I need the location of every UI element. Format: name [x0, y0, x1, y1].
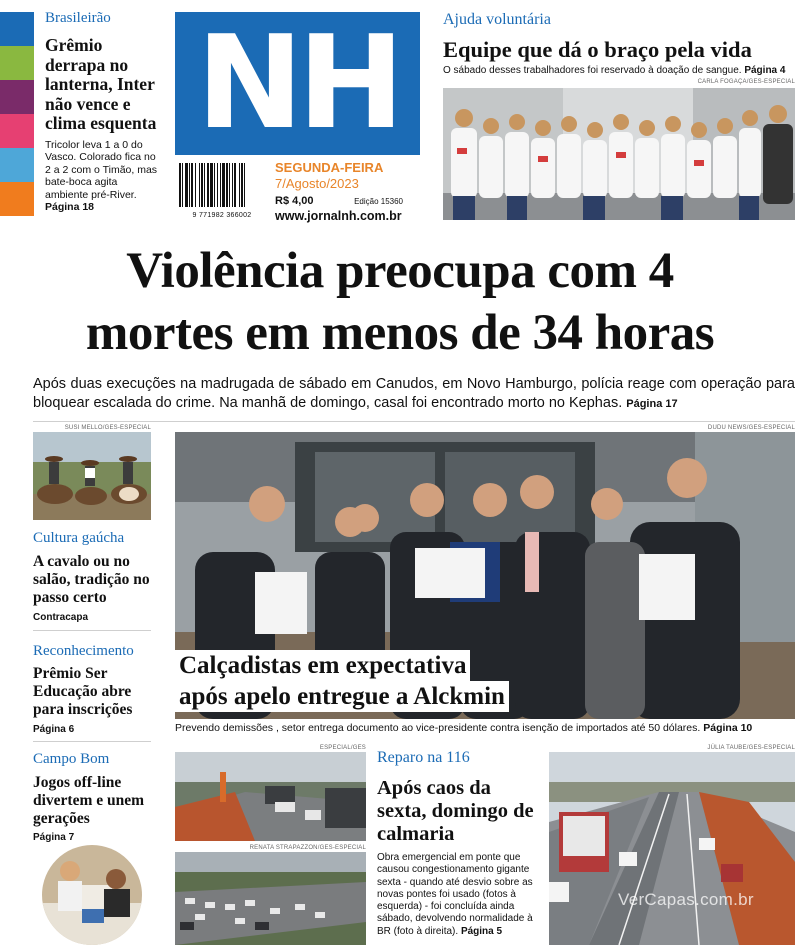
issue-day: SEGUNDA-FEIRA [275, 160, 384, 175]
barcode-bar [195, 163, 196, 207]
barcode-bar [244, 163, 245, 207]
barcode-bar [222, 163, 225, 207]
color-tab [0, 46, 34, 80]
logo-text: NH [196, 8, 399, 158]
sidebar-divider [33, 630, 151, 631]
main-deck [33, 375, 795, 414]
horse-riders-photo [33, 432, 151, 520]
barcode-number: 9 771982 366002 [192, 212, 252, 219]
issue-price: R$ 4,00 [275, 195, 314, 207]
sidebar-item-headline: A cavalo ou no salão, tradição no passo certo [33, 553, 150, 606]
issue-date: 7/Agosto/2023 [275, 176, 359, 191]
photo-credit: SUSI MELLO/GES-ESPECIAL [64, 425, 151, 431]
barcode-bar [214, 163, 215, 207]
barcode-bar [234, 163, 236, 207]
photo-credit: RENATA STRAPAZZON/GES-ESPECIAL [249, 845, 366, 851]
story-kicker: Brasileirão [45, 10, 111, 26]
page-ref: Página 18 [45, 201, 95, 213]
barcode-bar [241, 163, 243, 207]
page-ref: Página 6 [33, 724, 75, 735]
top-right-story[interactable] [443, 10, 795, 85]
main-headline-line: Violência preocupa com 4 [126, 243, 674, 299]
gaming-photo [42, 845, 142, 945]
page-ref: Página 4 [744, 65, 786, 76]
photo-credit: DUDU NEWS/GES-ESPECIAL [707, 425, 795, 431]
barcode [178, 163, 266, 219]
sidebar-item[interactable] [33, 641, 155, 736]
photo-credit: ESPECIAL/GES [319, 745, 366, 751]
story-body: Obra emergencial em ponte que causou congestionamento gigante sexta - quando até desvio sobre as novas pontes foi usado (fotos à esquerda) - foi concluída ainda sábado, devolvendo normalidade à BR (foto à direita). [377, 852, 533, 937]
page-ref: Página 10 [703, 722, 753, 734]
issue-edition: Edição 15360 [354, 197, 403, 206]
barcode-bar [226, 163, 228, 207]
page-ref: Contracapa [33, 612, 89, 623]
center-headline[interactable] [175, 650, 509, 712]
left-top-story[interactable] [45, 8, 163, 214]
center-caption [175, 721, 795, 735]
sidebar-item-kicker: Campo Bom [33, 751, 110, 767]
main-headline[interactable] [0, 240, 800, 364]
barcode-bar [179, 163, 181, 207]
barcode-bar [232, 163, 233, 207]
photo-credit: CARLA FOGAÇA/GES-ESPECIAL [697, 79, 795, 85]
sidebar-item-headline: Prêmio Ser Educação abre para inscrições [33, 665, 133, 718]
color-tab [0, 148, 34, 182]
barcode-bar [229, 163, 230, 207]
barcode-bar [189, 163, 190, 207]
color-tab [0, 12, 34, 46]
story-kicker: Reparo na 116 [377, 749, 470, 766]
traffic-photo-top [175, 752, 366, 841]
story-deck: O sábado desses trabalhadores foi reservado à doação de sangue. [443, 65, 742, 76]
sidebar-divider [33, 741, 151, 742]
page-ref: Página 7 [33, 832, 75, 843]
sidebar-item[interactable] [33, 528, 155, 624]
barcode-bar [239, 163, 240, 207]
masthead-logo[interactable] [175, 8, 420, 158]
color-tab [0, 182, 34, 216]
barcode-bar [191, 163, 193, 207]
watermark: VerCapas.com.br [618, 890, 754, 909]
center-headline-line: após apelo entregue a Alckmin [175, 681, 509, 712]
color-tab [0, 114, 34, 148]
story-body: Tricolor leva 1 a 0 do Vasco. Colorado fica no 2 a 2 com o Timão, mas bate-boca agita ambiente pré-River. [45, 138, 158, 201]
page-ref: Página 17 [626, 398, 678, 410]
barcode-bar [220, 163, 221, 207]
barcode-bar [199, 163, 200, 207]
bottom-story[interactable] [377, 748, 541, 938]
sidebar-item[interactable] [33, 749, 155, 844]
highway-photo [549, 752, 795, 945]
volunteers-photo [443, 88, 795, 220]
sidebar-item-kicker: Cultura gaúcha [33, 530, 125, 546]
website-link[interactable]: www.jornalnh.com.br [275, 209, 402, 223]
color-tabs [0, 12, 34, 216]
sidebar-item-headline: Jogos off-line divertem e unem gerações [33, 774, 145, 827]
story-headline: Grêmio derrapa no lanterna, Inter não vence e clima esquenta [45, 35, 157, 133]
issue-info [275, 160, 425, 224]
caption-text: Prevendo demissões , setor entrega documento ao vice-presidente contra isenção de importados até 50 dólares. [175, 722, 701, 734]
page-ref: Página 5 [460, 925, 503, 937]
traffic-photo-bottom [175, 852, 366, 945]
color-tab [0, 80, 34, 114]
barcode-bar [185, 163, 188, 207]
section-divider [33, 421, 795, 422]
main-deck-text: Após duas execuções na madrugada de sábado em Canudos, em Novo Hamburgo, polícia reage com operação para bloquear escalada do crime. Na manhã de domingo, casal foi encontrado morto no Kephas. [33, 376, 795, 411]
barcode-bar [210, 163, 213, 207]
story-headline: Equipe que dá o braço pela vida [443, 37, 752, 62]
center-headline-line: Calçadistas em expectativa [175, 650, 470, 681]
barcode-bar [217, 163, 218, 207]
barcode-bar [201, 163, 203, 207]
photo-credit: JÚLIA TAUBE/GES-ESPECIAL [707, 745, 795, 751]
story-kicker: Ajuda voluntária [443, 11, 551, 28]
main-headline-line: mortes em menos de 34 horas [85, 305, 715, 361]
barcode-bar [182, 163, 183, 207]
barcode-bar [204, 163, 205, 207]
barcode-bar [207, 163, 209, 207]
story-headline: Após caos da sexta, domingo de calmaria [377, 777, 534, 845]
sidebar-item-kicker: Reconhecimento [33, 643, 134, 659]
